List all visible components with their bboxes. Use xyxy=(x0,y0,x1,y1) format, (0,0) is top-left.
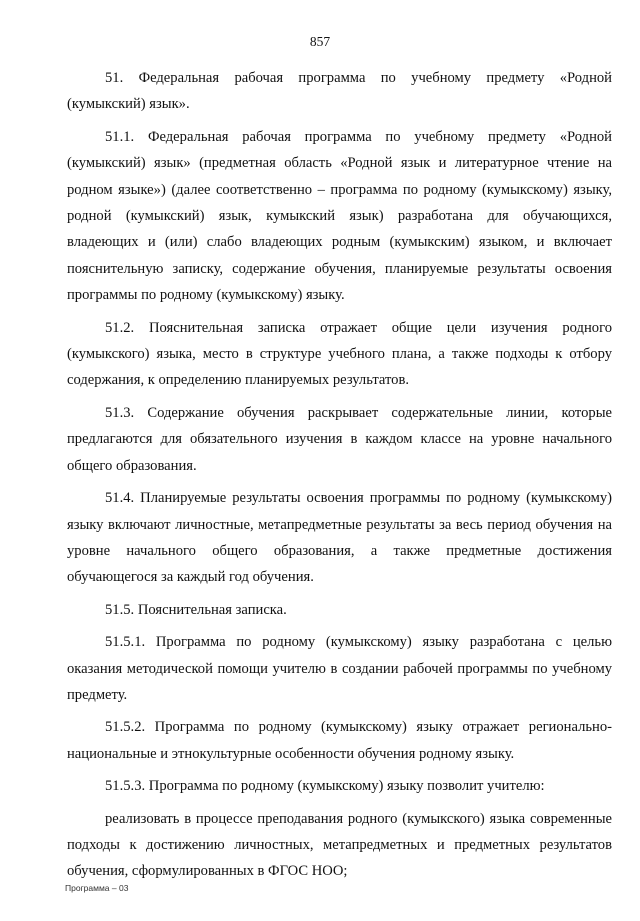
paragraph-51-1: 51.1. Федеральная рабочая программа по учебному предмету «Родной (кумыкский) язык» (предметная область «Родной язык и литературное чтение на родном языке») (далее соответственно – программа по родному (кумыкскому) языку, родной (кумыкский) язык, кумыкский язык) разработана для обучающихся, владеющих и (или) слабо владеющих родным (кумыкским) языком, и включает пояснительную записку, содержание обучения, планируемые результаты освоения программы по родному (кумыкскому) языку. xyxy=(67,128,612,304)
paragraph-51-5-2: 51.5.2. Программа по родному (кумыкскому) языку отражает регионально-национальные и этнокультурные особенности обучения родному языку. xyxy=(67,719,612,762)
paragraph-51-5-3: 51.5.3. Программа по родному (кумыкскому) языку позволит учителю: xyxy=(105,778,545,795)
paragraph-51-3: 51.3. Содержание обучения раскрывает содержательные линии, которые предлагаются для обязательного изучения в каждом классе на уровне начального общего образования. xyxy=(67,404,612,474)
paragraph-51-2: 51.2. Пояснительная записка отражает общие цели изучения родного (кумыкского) языка, место в структуре учебного плана, а также подходы к отбору содержания, к определению планируемых результатов. xyxy=(67,319,612,389)
paragraph-51-5: 51.5. Пояснительная записка. xyxy=(105,601,287,618)
document-body xyxy=(67,65,612,891)
paragraph-51-4: 51.4. Планируемые результаты освоения программы по родному (кумыкскому) языку включают личностные, метапредметные результаты за весь период обучения на уровне начального общего образования, а также предметные достижения обучающегося за каждый год обучения. xyxy=(67,490,612,586)
page-number: 857 xyxy=(309,34,331,49)
paragraph-51-5-1: 51.5.1. Программа по родному (кумыкскому) языку разработана с целью оказания методической помощи учителю в создании рабочей программы по учебному предмету. xyxy=(67,634,612,703)
page-footer: Программа – 03 xyxy=(65,883,129,893)
paragraph-list-item-1: реализовать в процессе преподавания родного (кумыкского) языка современные подходы к достижению личностных, метапредметных и предметных результатов обучения, сформулированных в ФГОС НОО; xyxy=(67,810,612,880)
paragraph-51: 51. Федеральная рабочая программа по учебному предмету «Родной (кумыкский) язык». xyxy=(67,70,612,113)
